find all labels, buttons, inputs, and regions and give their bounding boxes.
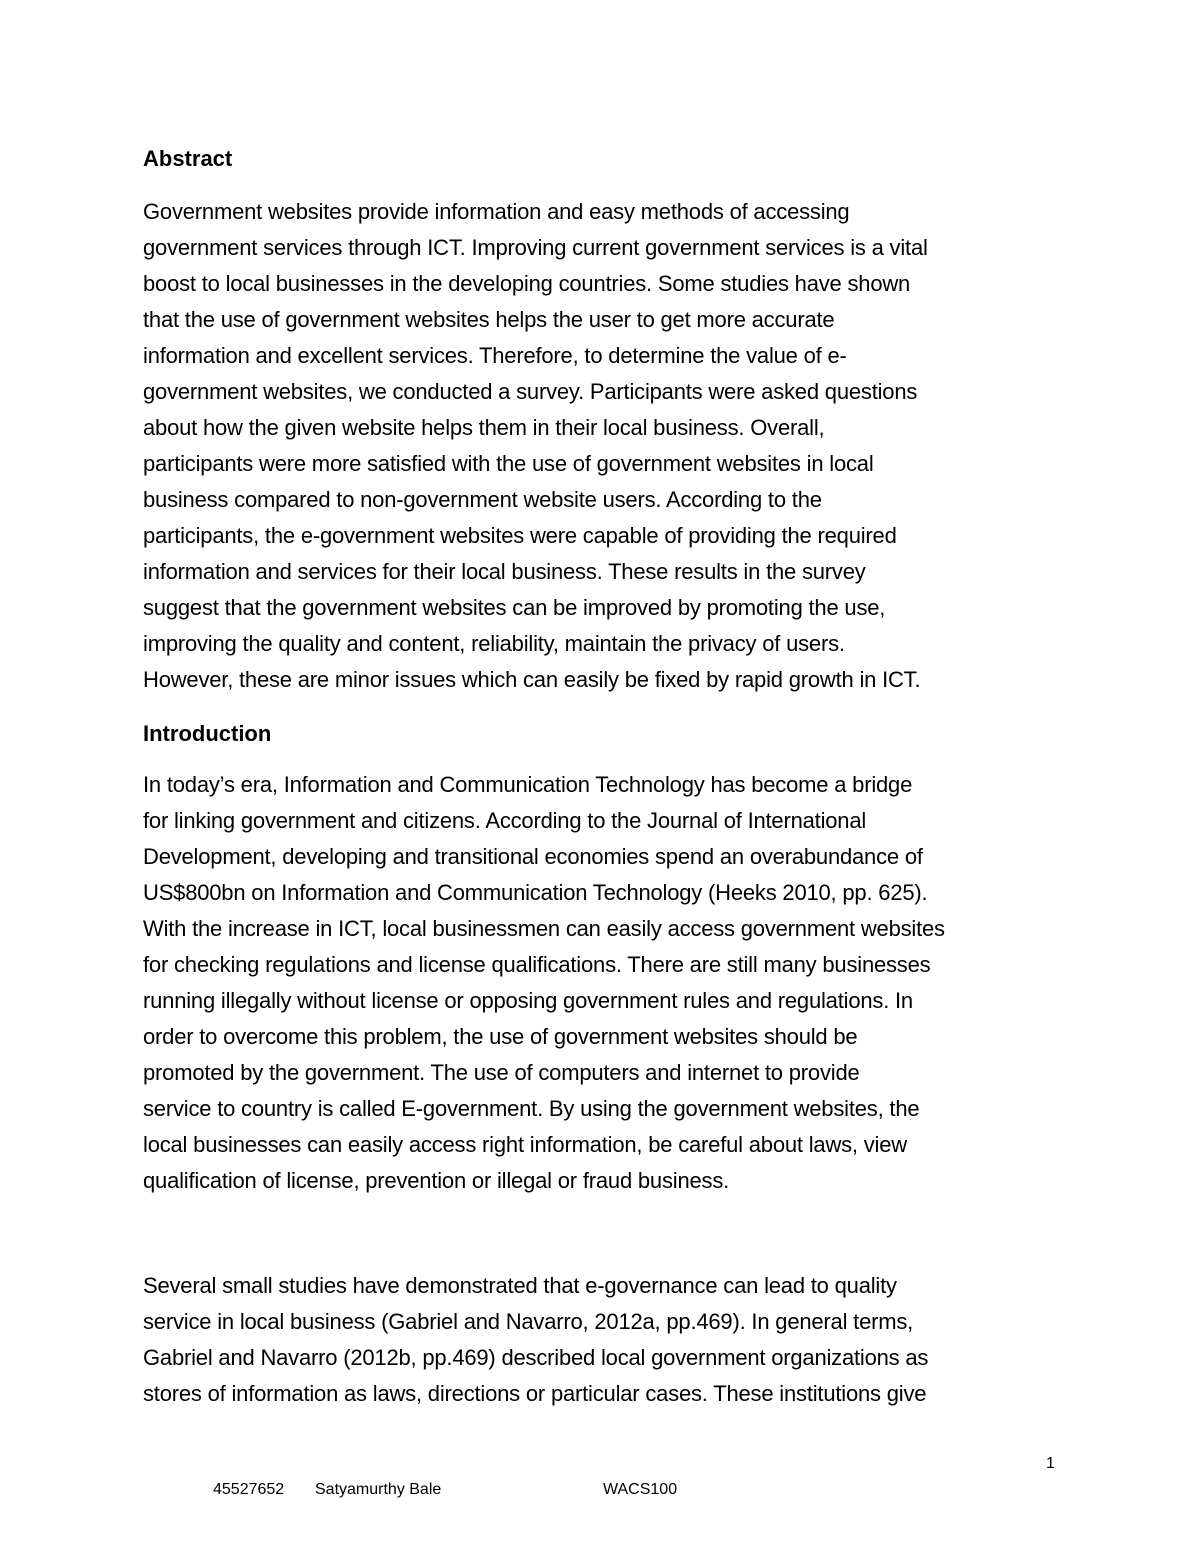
abstract-line: Government websites provide information and easy methods of accessing (143, 199, 850, 224)
abstract-line: information and services for their local business. These results in the survey (143, 559, 866, 584)
introduction-line: order to overcome this problem, the use of government websites should be (143, 1024, 858, 1049)
paragraph-line: stores of information as laws, directions or particular cases. These institutions give (143, 1381, 927, 1406)
paragraph-line: Gabriel and Navarro (2012b, pp.469) described local government organizations as (143, 1345, 929, 1370)
abstract-line: information and excellent services. Therefore, to determine the value of e- (143, 343, 847, 368)
student-id: 45527652 (213, 1481, 285, 1498)
abstract-line: about how the given website helps them in their local business. Overall, (143, 415, 825, 440)
abstract-line: participants, the e-government websites were capable of providing the required (143, 523, 897, 548)
abstract-line: business compared to non-government website users. According to the (143, 487, 822, 512)
introduction-line: for linking government and citizens. According to the Journal of International (143, 808, 867, 833)
introduction-line: With the increase in ICT, local businessmen can easily access government websites (143, 916, 945, 941)
introduction-line: Development, developing and transitional economies spend an overabundance of (143, 844, 923, 869)
introduction-line: promoted by the government. The use of computers and internet to provide (143, 1060, 860, 1085)
abstract-line: suggest that the government websites can be improved by promoting the use, (143, 595, 886, 620)
abstract-heading: Abstract (143, 146, 233, 171)
abstract-line: government websites, we conducted a survey. Participants were asked questions (143, 379, 918, 404)
paragraph-line: Several small studies have demonstrated that e-governance can lead to quality (143, 1273, 897, 1298)
introduction-line: In today’s era, Information and Communication Technology has become a bridge (143, 772, 913, 797)
introduction-line: for checking regulations and license qualifications. There are still many businesses (143, 952, 931, 977)
introduction-line: qualification of license, prevention or illegal or fraud business. (143, 1168, 730, 1193)
student-name: Satyamurthy Bale (315, 1481, 442, 1498)
introduction-heading: Introduction (143, 721, 272, 746)
abstract-line: government services through ICT. Improving current government services is a vital (143, 235, 928, 260)
abstract-line: improving the quality and content, reliability, maintain the privacy of users. (143, 631, 845, 656)
introduction-line: US$800bn on Information and Communication Technology (Heeks 2010, pp. 625). (143, 880, 928, 905)
abstract-line: that the use of government websites helps the user to get more accurate (143, 307, 835, 332)
introduction-line: service to country is called E-government. By using the government websites, the (143, 1096, 920, 1121)
abstract-line: However, these are minor issues which can easily be fixed by rapid growth in ICT. (143, 667, 921, 692)
introduction-line: running illegally without license or opposing government rules and regulations. In (143, 988, 913, 1013)
abstract-line: participants were more satisfied with the use of government websites in local (143, 451, 874, 476)
page-number: 1 (1046, 1455, 1055, 1472)
abstract-line: boost to local businesses in the developing countries. Some studies have shown (143, 271, 911, 296)
introduction-line: local businesses can easily access right information, be careful about laws, view (143, 1132, 907, 1157)
course-code: WACS100 (603, 1481, 678, 1498)
paragraph-line: service in local business (Gabriel and Navarro, 2012a, pp.469). In general terms, (143, 1309, 914, 1334)
